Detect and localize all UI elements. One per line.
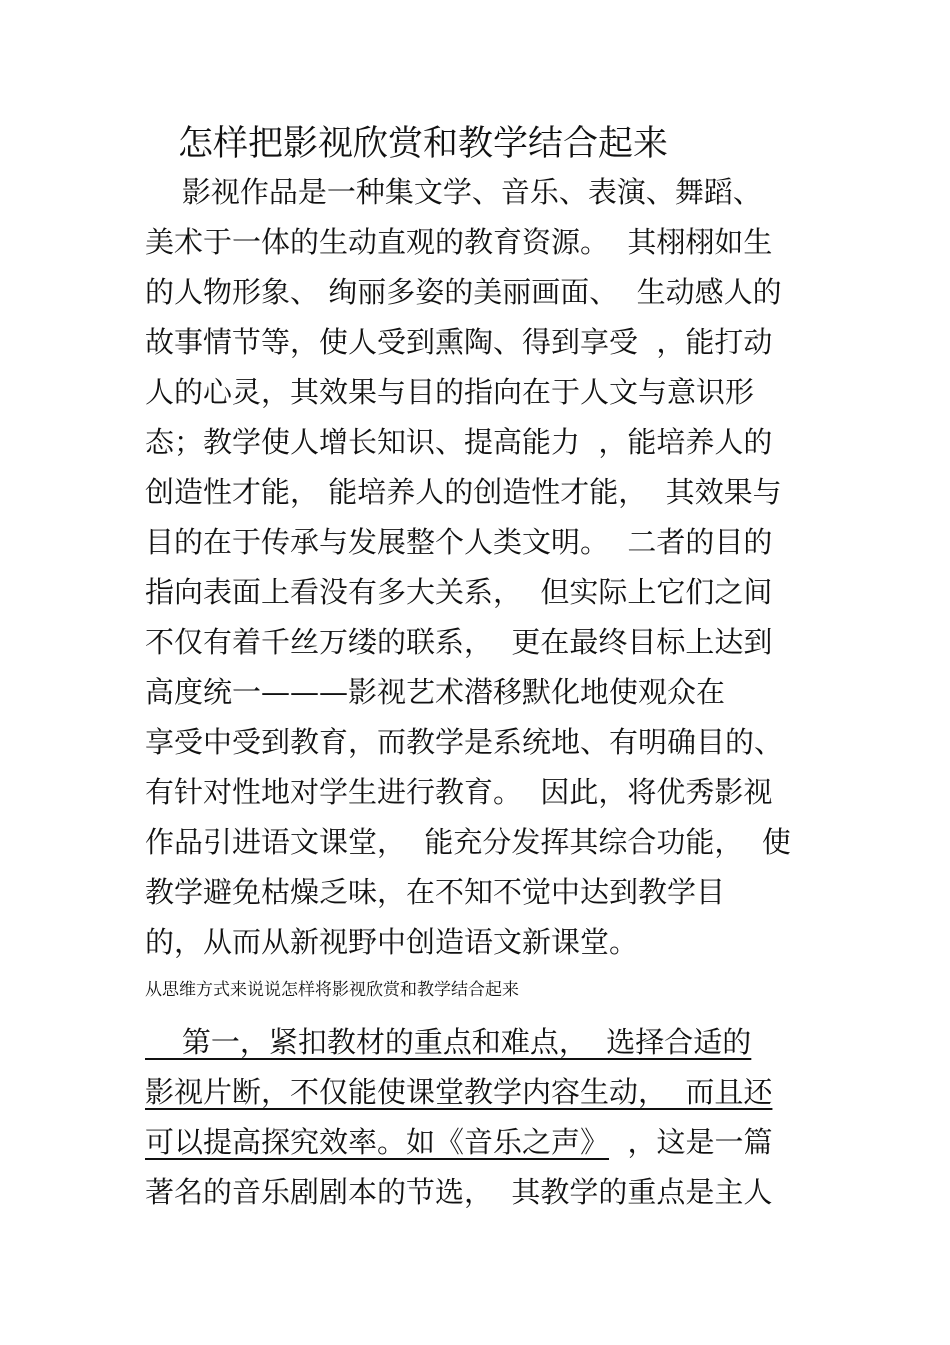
paragraph-line: 不仅有着千丝万缕的联系， 更在最终目标上达到 xyxy=(145,625,773,659)
paragraph-line-underlined xyxy=(145,1122,772,1162)
paragraph-line: 著名的音乐剧剧本的节选， 其教学的重点是主人 xyxy=(145,1175,773,1209)
document-title: 怎样把影视欣赏和教学结合起来 xyxy=(178,124,669,164)
paragraph-line: 有针对性地对学生进行教育。 因此，将优秀影视 xyxy=(145,775,773,809)
underlined-text: 影视片断，不仅能使课堂教学内容生动， 而且还 xyxy=(145,1075,773,1109)
paragraph-line: 作品引进语文课堂， 能充分发挥其综合功能， 使 xyxy=(145,825,791,859)
paragraph-line: 教学避免枯燥乏味，在不知不觉中达到教学目 xyxy=(145,875,726,909)
underlined-text: 第一，紧扣教材的重点和难点， 选择合适的 xyxy=(145,1025,752,1059)
paragraph-line: 的，从而从新视野中创造语文新课堂。 xyxy=(145,925,639,959)
paragraph-line: 的人物形象、 绚丽多姿的美丽画面、 生动感人的 xyxy=(145,275,782,309)
paragraph-line: 美术于一体的生动直观的教育资源。 其栩栩如生 xyxy=(145,225,773,259)
paragraph-text: ，这是一篇 xyxy=(609,1125,773,1159)
paragraph-line-underlined xyxy=(145,1022,751,1062)
paragraph-line: 人的心灵，其效果与目的指向在于人文与意识形 xyxy=(145,375,755,409)
paragraph-line: 故事情节等，使人受到熏陶、得到享受 ，能打动 xyxy=(145,325,773,359)
paragraph-line: 影视作品是一种集文学、音乐、表演、舞蹈、 xyxy=(145,175,762,209)
paragraph-line: 目的在于传承与发展整个人类文明。 二者的目的 xyxy=(145,525,773,559)
paragraph-line: 指向表面上看没有多大关系， 但实际上它们之间 xyxy=(145,575,773,609)
paragraph-line: 享受中受到教育，而教学是系统地、有明确目的、 xyxy=(145,725,784,759)
section-caption: 从思维方式来说说怎样将影视欣赏和教学结合起来 xyxy=(145,980,519,1000)
paragraph-line: 高度统一———影视艺术潜移默化地使观众在 xyxy=(145,675,726,709)
paragraph-line-underlined xyxy=(145,1072,772,1112)
paragraph-line: 态；教学使人增长知识、提高能力 ，能培养人的 xyxy=(145,425,773,459)
underlined-text: 可以提高探究效率。如《音乐之声》 xyxy=(145,1125,610,1159)
paragraph-line: 创造性才能， 能培养人的创造性才能， 其效果与 xyxy=(145,475,782,509)
